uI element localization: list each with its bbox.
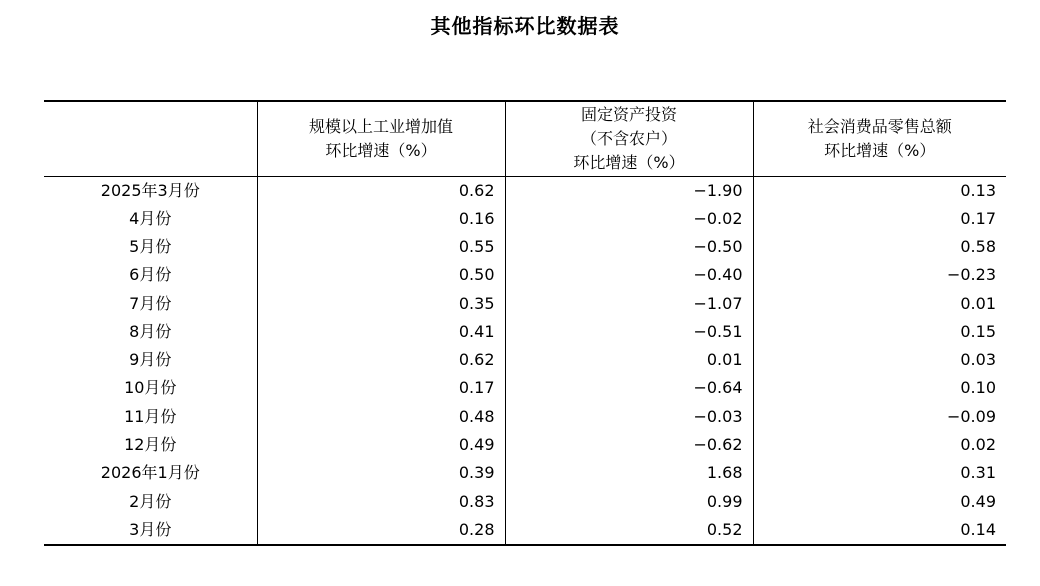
industry-cell: 0.50: [257, 261, 505, 289]
investment-cell: −0.62: [505, 431, 753, 459]
period-cell: 11月份: [124, 406, 177, 426]
table-row: [44, 431, 1006, 459]
retail-cell: 0.10: [753, 374, 1006, 402]
industry-cell: 0.16: [257, 205, 505, 233]
industry-cell: 0.39: [257, 459, 505, 487]
table-row: [44, 403, 1006, 431]
period-cell: 2026年1月份: [100, 463, 200, 483]
retail-cell: 0.13: [753, 176, 1006, 205]
investment-cell: 0.99: [505, 487, 753, 515]
table-row: [44, 318, 1006, 346]
retail-cell: −0.23: [753, 261, 1006, 289]
industry-cell: 0.28: [257, 516, 505, 545]
investment-cell: −0.03: [505, 403, 753, 431]
table-row: [44, 374, 1006, 402]
investment-cell: 0.01: [505, 346, 753, 374]
header-retail-line1: 社会消费品零售总额: [807, 116, 952, 136]
header-investment-line3: 环比增速（%）: [573, 152, 685, 172]
header-investment-line1: 固定资产投资: [580, 104, 677, 124]
industry-cell: 0.83: [257, 487, 505, 515]
table-row: [44, 233, 1006, 261]
investment-cell: −1.90: [505, 176, 753, 205]
period-cell: 12月份: [124, 435, 177, 455]
table-row: [44, 459, 1006, 487]
period-cell: 8月份: [129, 321, 172, 341]
period-cell: 2月份: [129, 491, 172, 511]
header-investment-line2: （不含农户）: [580, 128, 677, 148]
table-row: [44, 487, 1006, 515]
retail-cell: 0.58: [753, 233, 1006, 261]
table-row: [44, 176, 1006, 205]
period-cell: 4月份: [129, 208, 172, 228]
investment-cell: 1.68: [505, 459, 753, 487]
retail-cell: 0.15: [753, 318, 1006, 346]
header-industry: [257, 101, 505, 176]
investment-cell: 0.52: [505, 516, 753, 545]
period-cell: 7月份: [129, 293, 172, 313]
industry-cell: 0.41: [257, 318, 505, 346]
retail-cell: 0.31: [753, 459, 1006, 487]
industry-cell: 0.17: [257, 374, 505, 402]
industry-cell: 0.62: [257, 176, 505, 205]
header-period: [44, 101, 257, 176]
industry-cell: 0.35: [257, 289, 505, 317]
header-industry-line2: 环比增速（%）: [325, 140, 437, 160]
data-table: [44, 100, 1006, 546]
header-retail: [753, 101, 1006, 176]
retail-cell: 0.17: [753, 205, 1006, 233]
retail-cell: 0.49: [753, 487, 1006, 515]
industry-cell: 0.55: [257, 233, 505, 261]
header-row: [44, 101, 1006, 176]
investment-cell: −0.64: [505, 374, 753, 402]
investment-cell: −0.02: [505, 205, 753, 233]
table-row: [44, 289, 1006, 317]
period-cell: 6月份: [129, 265, 172, 285]
retail-cell: 0.14: [753, 516, 1006, 545]
industry-cell: 0.62: [257, 346, 505, 374]
header-investment: [505, 101, 753, 176]
period-cell: 10月份: [124, 378, 177, 398]
table-row: [44, 516, 1006, 545]
industry-cell: 0.48: [257, 403, 505, 431]
retail-cell: 0.01: [753, 289, 1006, 317]
table-row: [44, 261, 1006, 289]
industry-cell: 0.49: [257, 431, 505, 459]
investment-cell: −0.51: [505, 318, 753, 346]
period-cell: 3月份: [44, 516, 257, 545]
period-cell: 9月份: [129, 350, 172, 370]
retail-cell: −0.09: [753, 403, 1006, 431]
retail-cell: 0.03: [753, 346, 1006, 374]
period-cell: 5月份: [129, 236, 172, 256]
table-row: [44, 346, 1006, 374]
period-cell: 2025年3月份: [100, 180, 200, 200]
investment-cell: −0.40: [505, 261, 753, 289]
table-body: [44, 176, 1006, 545]
investment-cell: −0.50: [505, 233, 753, 261]
header-retail-line2: 环比增速（%）: [824, 140, 936, 160]
retail-cell: 0.02: [753, 431, 1006, 459]
table-row: [44, 205, 1006, 233]
investment-cell: −1.07: [505, 289, 753, 317]
page-title: 其他指标环比数据表: [430, 14, 620, 38]
header-industry-line1: 规模以上工业增加值: [308, 116, 453, 136]
